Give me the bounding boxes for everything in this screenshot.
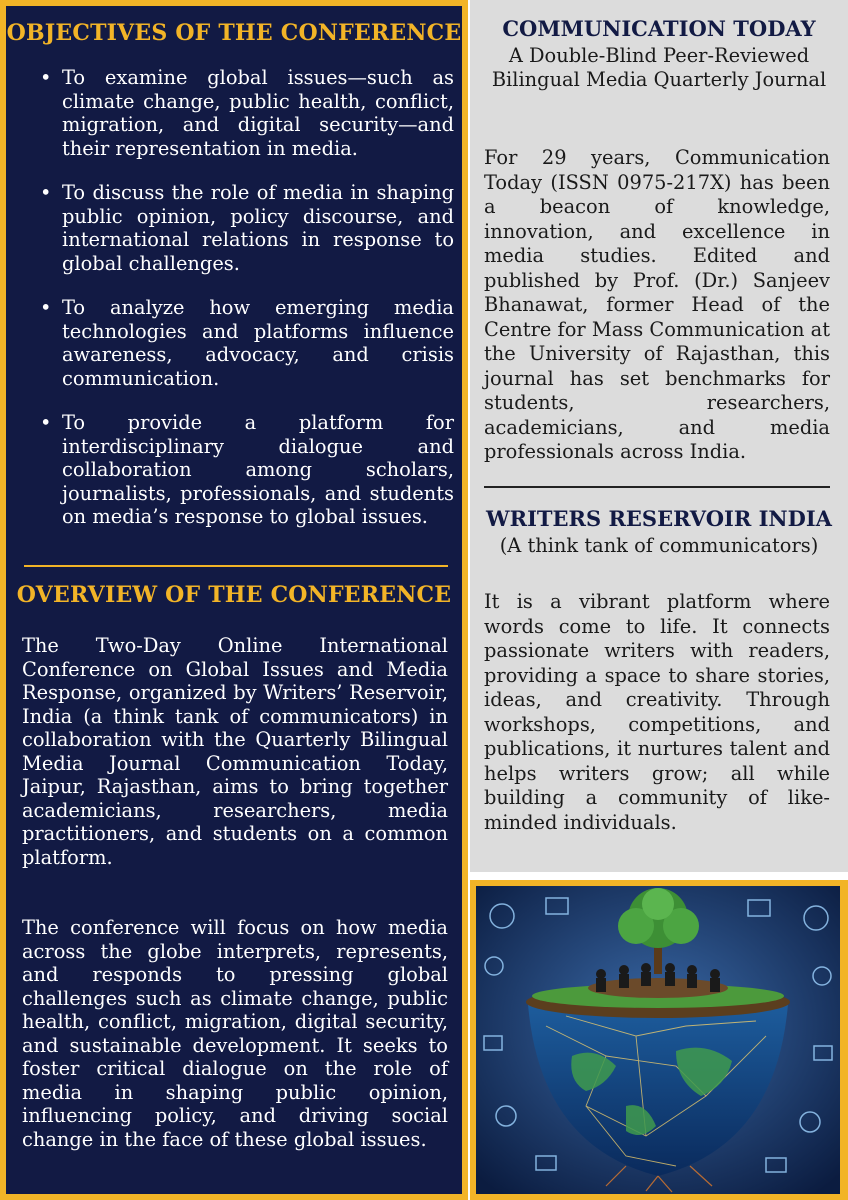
objective-item: • To examine global issues—such as climate change, public health, conflict, migration, and digital security—and their representation in media. <box>40 66 454 160</box>
illustration-frame <box>470 880 848 1200</box>
objectives-list <box>40 66 454 550</box>
communication-today-subtitle: A Double-Blind Peer-Reviewed Bilingual Media Quarterly Journal <box>491 44 827 91</box>
meeting-table <box>588 978 728 998</box>
global-media-illustration <box>476 886 840 1194</box>
objective-item: • To discuss the role of media in shaping public opinion, policy discourse, and international relations in response to global challenges. <box>40 181 454 275</box>
writers-reservoir-description: It is a vibrant platform where words come to life. It connects passionate writers with readers, providing a space to share stories, ideas, and creativity. Through workshops, competitions, and publications, it nurtures talent and helps writers grow; all while building a community of like-minded individuals. <box>484 590 830 834</box>
objectives-heading: OBJECTIVES OF THE CONFERENCE <box>6 20 462 46</box>
communication-today-title: COMMUNICATION TODAY <box>502 16 816 41</box>
overview-paragraph-2: The conference will focus on how media across the globe interprets, represents, and responds to pressing global challenges such as climate change, public health, conflict, migration, digital security, and sustainable development. It seeks to foster critical dialogue on the role of media in shaping public opinion, influencing policy, and driving social change in the face of these global issues. <box>22 916 448 1151</box>
objective-item: • To provide a platform for interdisciplinary dialogue and collaboration among scholars, journalists, professionals, and students on media’s response to global issues. <box>40 411 454 529</box>
overview-paragraph-1: The Two-Day Online International Conference on Global Issues and Media Response, organized by Writers’ Reservoir, India (a think tank of communicators) in collaboration with the Quarterly Bilingual Media Journal Communication Today, Jaipur, Rajasthan, aims to bring together academicians, researchers, media practitioners, and students on a common platform. <box>22 634 448 869</box>
overview-heading: OVERVIEW OF THE CONFERENCE <box>16 582 452 608</box>
section-divider <box>24 565 448 567</box>
earth-tree-illustration <box>476 886 840 1194</box>
left-column-panel <box>6 6 462 1194</box>
right-info-panel <box>470 0 848 872</box>
writers-reservoir-subtitle: (A think tank of communicators) <box>499 534 819 557</box>
communication-today-description: For 29 years, Communication Today (ISSN 0975-217X) has been a beacon of knowledge, innovation, and excellence in media studies. Edited and published by Prof. (Dr.) Sanjeev Bhanawat, former Head of the Centre for Mass Communication at the University of Rajasthan, this journal has set benchmarks for students, researchers, academicians, and media professionals across India. <box>484 146 830 463</box>
objective-item: • To analyze how emerging media technologies and platforms influence awareness, advocacy, and crisis communication. <box>40 296 454 390</box>
right-divider <box>484 486 830 488</box>
writers-reservoir-title: WRITERS RESERVOIR INDIA <box>486 506 832 531</box>
